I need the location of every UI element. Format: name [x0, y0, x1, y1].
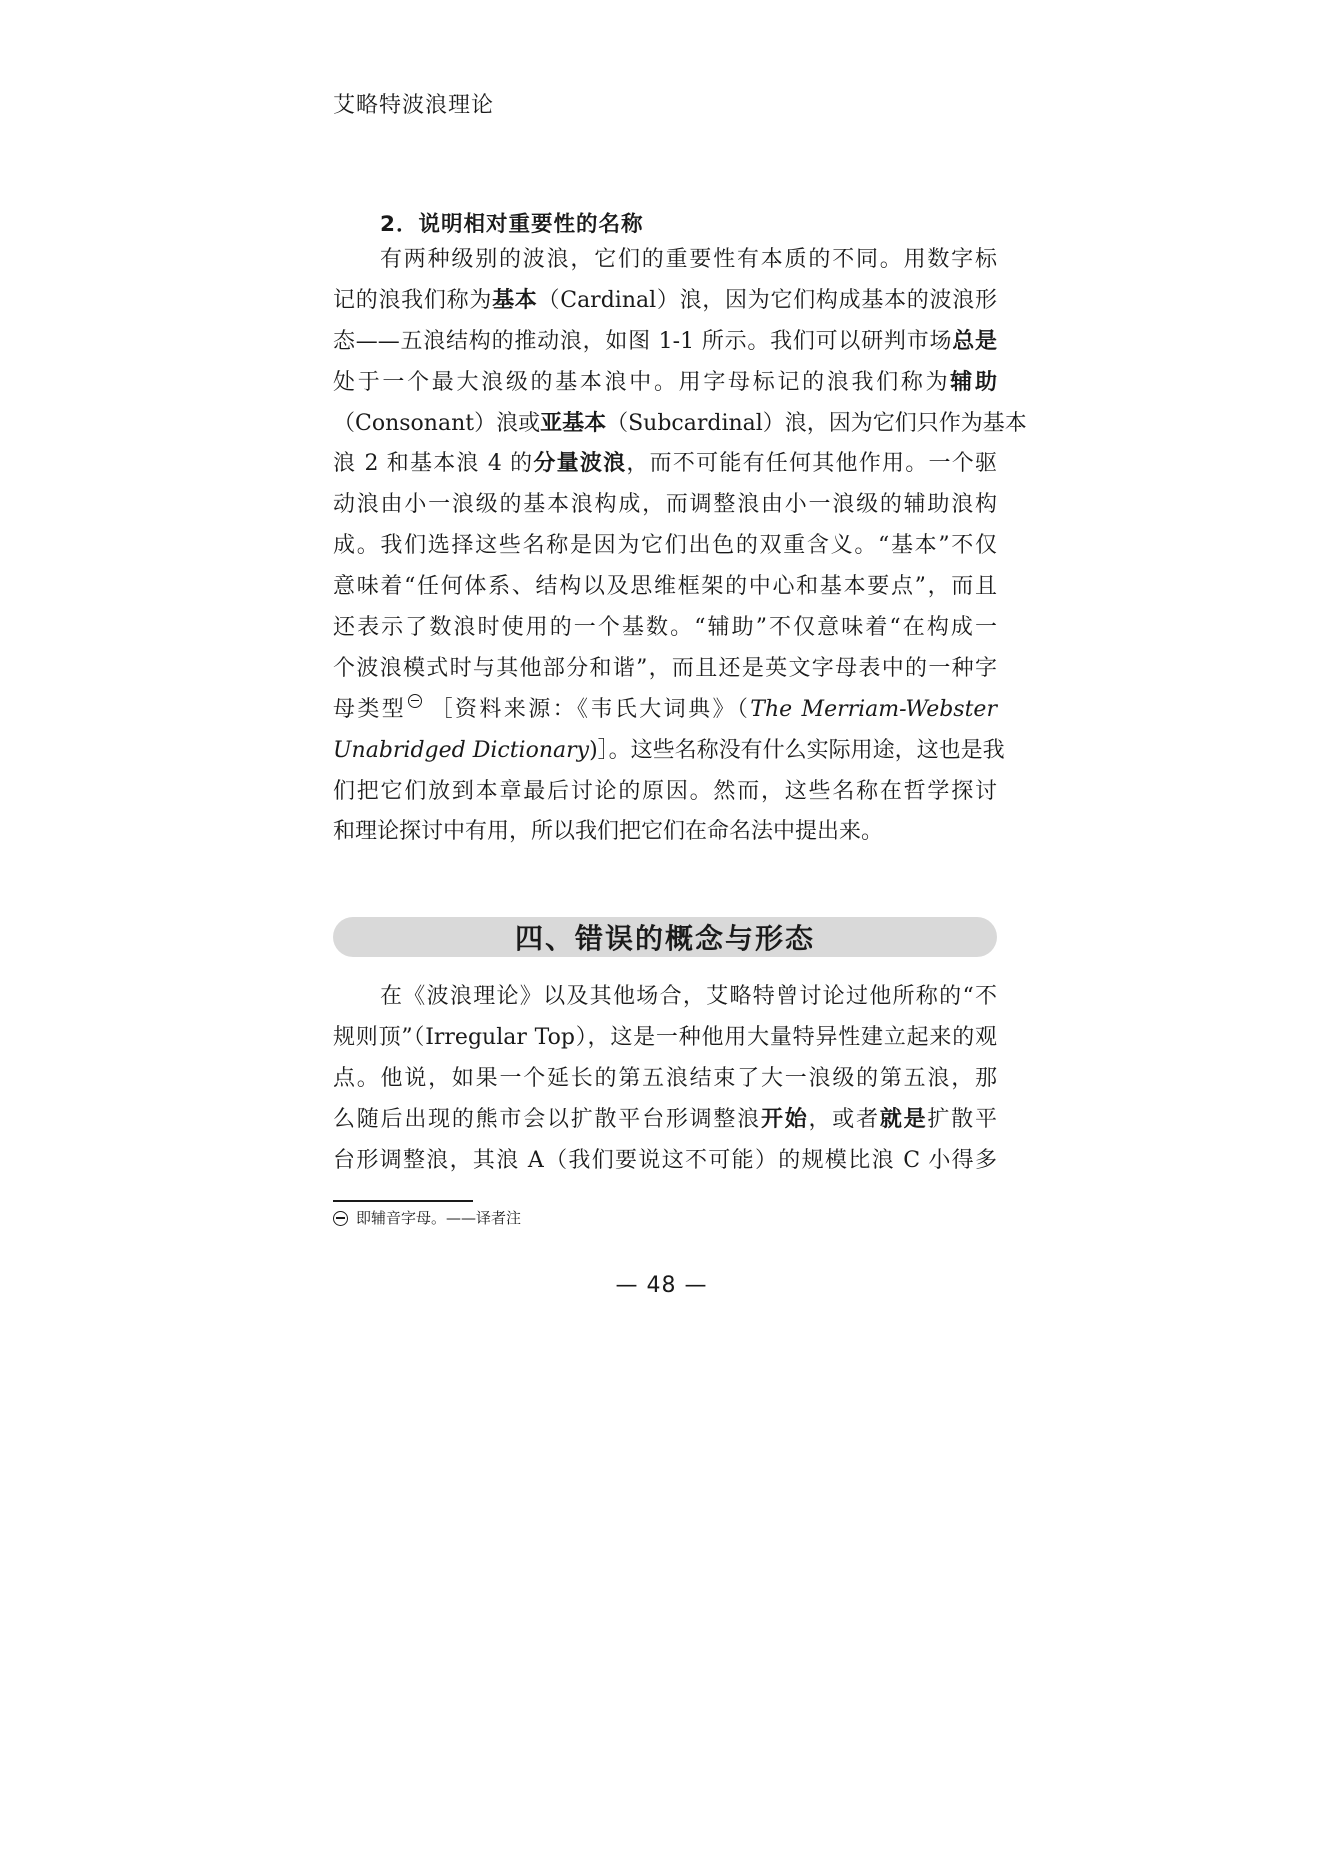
- footnote-divider: [333, 1200, 473, 1202]
- section-title: 四、错误的概念与形态: [514, 922, 815, 955]
- paragraph-line: 动浪由小一浪级的基本浪构成，而调整浪由小一浪级的辅助浪构: [333, 492, 997, 518]
- emphasis-term: 辅助: [950, 369, 997, 395]
- paragraph-line: 点。他说，如果一个延长的第五浪结束了大一浪级的第五浪，那: [333, 1065, 997, 1091]
- paragraph-line: （Consonant）浪或亚基本（Subcardinal）浪，因为它们只作为基本: [333, 410, 1027, 436]
- paragraph-line: 规则顶”（Irregular Top），这是一种他用大量特异性建立起来的观: [333, 1024, 997, 1050]
- page-number: — 48 —: [615, 1273, 708, 1298]
- emphasis-term: 开始: [760, 1106, 809, 1132]
- paragraph-line: 们把它们放到本章最后讨论的原因。然而，这些名称在哲学探讨: [333, 778, 997, 804]
- paragraph-line: 意味着“任何体系、结构以及思维框架的中心和基本要点”，而且: [333, 574, 997, 600]
- emphasis-term: 就是: [879, 1106, 928, 1132]
- emphasis-term: 总是: [952, 328, 997, 354]
- paragraph-line: 态——五浪结构的推动浪，如图 1-1 所示。我们可以研判市场总是: [333, 328, 997, 354]
- footnote-text: 即辅音字母。——译者注: [356, 1209, 522, 1227]
- paragraph-cardinal-consonant: [333, 240, 1027, 853]
- paragraph-line: 还表示了数浪时使用的一个基数。“辅助”不仅意味着“在构成一: [333, 615, 997, 641]
- emphasis-term: 分量波浪: [533, 451, 627, 477]
- footnote-reference-icon: [408, 694, 422, 708]
- footnote-marker-icon: [333, 1211, 348, 1226]
- emphasis-term: 亚基本: [540, 410, 607, 436]
- running-header: 艾略特波浪理论: [333, 93, 495, 118]
- subsection-heading: 2．说明相对重要性的名称: [380, 212, 644, 237]
- paragraph-irregular-top: [333, 977, 997, 1181]
- emphasis-term: 基本: [492, 287, 538, 313]
- footnote: [333, 1208, 521, 1228]
- dictionary-title: The Merriam-Webster: [750, 696, 997, 722]
- section-heading-banner: [333, 917, 997, 957]
- dictionary-title: Unabridged Dictionary: [333, 737, 590, 763]
- paragraph-line: 浪 2 和基本浪 4 的分量波浪，而不可能有任何其他作用。一个驱: [333, 451, 997, 477]
- paragraph-line: 记的浪我们称为基本（Cardinal）浪，因为它们构成基本的波浪形: [333, 287, 997, 313]
- paragraph-line: Unabridged Dictionary)］。这些名称没有什么实际用途，这也是我: [333, 737, 1005, 763]
- paragraph-line: 处于一个最大浪级的基本浪中。用字母标记的浪我们称为辅助: [333, 369, 997, 395]
- paragraph-line: 母类型 ［资料来源：《韦氏大词典》（The Merriam-Webster: [333, 690, 997, 731]
- paragraph-line: 么随后出现的熊市会以扩散平台形调整浪开始，或者就是扩散平: [333, 1106, 997, 1132]
- paragraph-line: 台形调整浪，其浪 A（我们要说这不可能）的规模比浪 C 小得多: [333, 1147, 997, 1173]
- paragraph-line: 个波浪模式时与其他部分和谐”，而且还是英文字母表中的一种字: [333, 655, 997, 681]
- paragraph-line: 和理论探讨中有用，所以我们把它们在命名法中提出来。: [333, 819, 884, 845]
- paragraph-line: 成。我们选择这些名称是因为它们出色的双重含义。“基本”不仅: [333, 533, 997, 559]
- paragraph-line: 有两种级别的波浪，它们的重要性有本质的不同。用数字标: [380, 247, 997, 272]
- paragraph-line: 在《波浪理论》以及其他场合，艾略特曾讨论过他所称的“不: [380, 984, 997, 1009]
